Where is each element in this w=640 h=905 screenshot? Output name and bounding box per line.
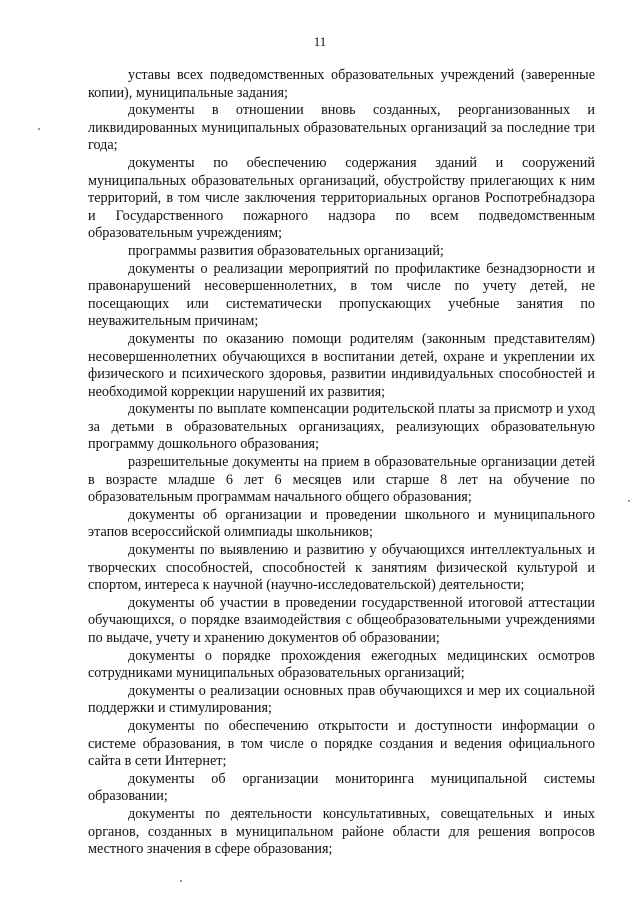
paragraph: документы об организации и проведении школьного и муниципального этапов всероссийской олимпиады школьников; xyxy=(88,506,595,541)
paragraph: разрешительные документы на прием в образовательные организации детей в возрасте младше 6 лет 6 месяцев или старше 8 лет на обучение по образовательным программам начального общего образования; xyxy=(88,454,595,506)
paragraph: документы по выплате компенсации родительской платы за присмотр и уход за детьми в образовательных организациях, реализующих образовательную программу дошкольного образования; xyxy=(88,401,595,453)
paragraph: документы о реализации основных прав обучающихся и мер их социальной поддержки и стимулирования; xyxy=(88,682,595,717)
paragraph: документы по обеспечению открытости и доступности информации о системе образования, в том числе о порядке создания и ведения официального сайта в сети Интернет; xyxy=(88,717,595,770)
paragraph: документы о порядке прохождения ежегодных медицинских осмотров сотрудниками муниципальных образовательных организаций; xyxy=(88,647,595,682)
paragraph: документы о реализации мероприятий по профилактике безнадзорности и правонарушений несовершеннолетних, в том числе по учету детей, не посещающих или систематически пропускающих учебные занятия по неуважительным причинам; xyxy=(88,260,595,330)
paragraph: документы об участии в проведении государственной итоговой аттестации обучающихся, о порядке взаимодействия с общеобразовательными учреждениями по выдаче, учету и хранению документов об образовании; xyxy=(88,594,595,646)
paragraph: документы об организации мониторинга муниципальной системы образовании; xyxy=(88,770,595,805)
scan-speck xyxy=(180,880,182,882)
paragraph: документы в отношении вновь созданных, реорганизованных и ликвидированных муниципальных образовательных организаций за последние три года; xyxy=(88,102,595,154)
paragraph: документы по обеспечению содержания зданий и сооружений муниципальных образовательных организаций, обустройству прилегающих к ним территорий, в том числе заключения территориальных органов Роспотребнадзора и Государственного пожарного надзора по всем подведомственным образовательным учреждениям; xyxy=(88,154,595,242)
scan-speck xyxy=(38,128,40,130)
paragraph: документы по оказанию помощи родителям (законным представителям) несовершеннолетних обучающихся в воспитании детей, охране и укреплении их физического и психического здоровья, развитии индивидуальных способностей и необходимой коррекции нарушений их развития; xyxy=(88,330,595,400)
paragraph: документы по выявлению и развитию у обучающихся интеллектуальных и творческих способностей, способностей к занятиям физической культурой и спортом, интереса к научной (научно-исследовательской) деятельности; xyxy=(88,542,595,594)
paragraph: уставы всех подведомственных образовательных учреждений (заверенные копии), муниципальные задания; xyxy=(88,67,595,101)
paragraph: документы по деятельности консультативных, совещательных и иных органов, созданных в муниципальном районе области для решения вопросов местного значения в сфере образования; xyxy=(88,805,595,858)
document-body xyxy=(88,67,595,859)
scan-speck xyxy=(628,500,630,502)
paragraph: программы развития образовательных организаций; xyxy=(128,242,444,259)
page-number: 11 xyxy=(313,34,327,49)
